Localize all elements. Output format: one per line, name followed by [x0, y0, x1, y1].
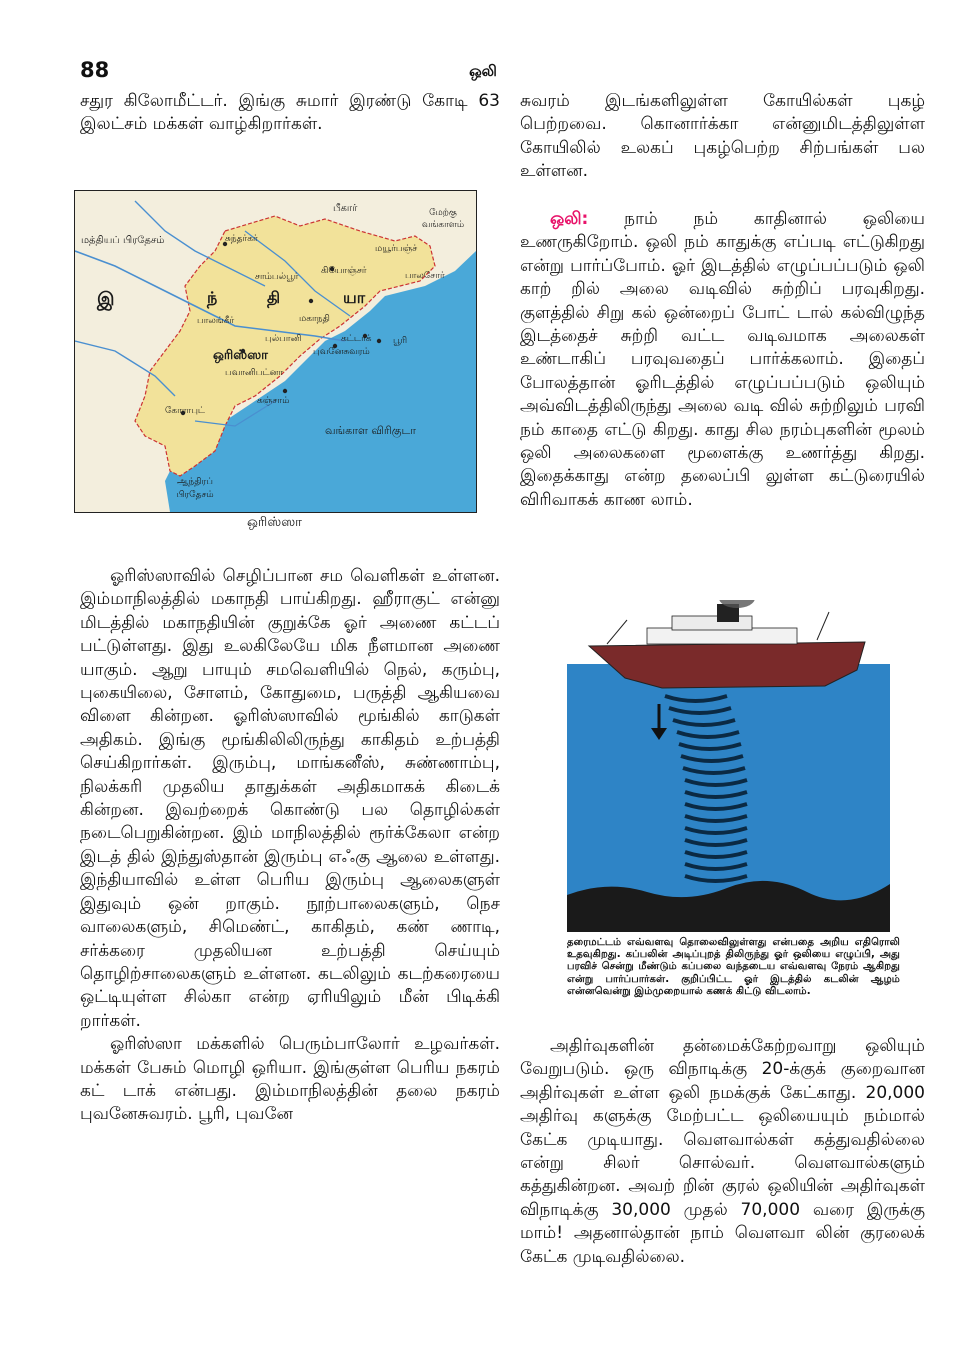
map-label-bay-of-bengal: வங்காள விரிகுடா	[325, 424, 417, 437]
right-closing-paragraph: அதிர்வுகளின் தன்மைக்கேற்றவாறு ஒலியும் வேறுபடும். ஒரு விநாடிக்கு 20-க்குக் குறைவான அதிர்வுகள் உள்ள ஒலி நமக்குக் கேட்காது. 20,000 அதிர்வு களுக்கு மேற்பட்ட ஒலியையும் நம்மால் கேட்க முடியாது. வெளவால்கள் கத்துவதில்லை என்று சிலர் சொல்வர். வெளவால்களும் கத்துகின்றன. அவற் றின் குரல் ஒலியின் அதிர்வுகள் விநாடிக்கு 30,000 முதல் 70,000 வரை இருக்கு மாம்! அதனால்தான் நாம் வெளவா லின் குரலைக் கேட்க முடிவதில்லை.	[520, 1036, 925, 1267]
left-body	[80, 565, 500, 1127]
map-label-mayurbhanj: மயூர்பஞ்ச்	[375, 244, 418, 254]
running-title: ஒலி	[469, 62, 497, 80]
map-label-madhya-pradesh: மத்தியப் பிரதேசம்	[81, 235, 165, 246]
map-caption: ஒரிஸ்ஸா	[247, 515, 302, 530]
map-label-kendujhar: கியோஞ்சர்	[321, 266, 367, 276]
map-label-andhra-2: பிரதேசம்	[176, 490, 214, 500]
ship-caption: தரைமட்டம் எவ்வளவு தொலைவிலுள்ளது என்பதை அறிய எதிரொலி உதவுகிறது. கப்பலின் அடிப்புறத் திலிருந்து ஓர் ஒலியை எழுப்பி, அது பரவிச் சென்று மீண்டும் கப்பலை வந்தடைய எவ்வளவு நேரம் ஆகிறது என்று பார்ப்பார்கள். குறிப்பிட்ட ஓர் இடத்தில் கடலின் ஆழம் என்னவென்று இம்முறையால் கணக் கிட்டு விடலாம்.	[567, 937, 900, 997]
map-label-puri: பூரி	[393, 336, 408, 346]
right-closing	[520, 1035, 925, 1269]
right-section-paragraph	[520, 208, 925, 512]
section-text: நாம் நம் காதினால் ஒலியை உணருகிறோம். ஒலி நம் காதுக்கு எப்படி எட்டுகிறது என்று பார்ப்போம். ஓர் இடத்தில் எழுப்பப்படும் ஒலி காற் றில் அலை வடிவில் சுற்றிப் பரவுகிறது. குளத்தில் சிறு கல் ஒன்றைப் போட் டால் கல்விழுந்த இடத்தைச் சுற்றி வட்ட வடிவமாக அலைகள் உண்டாகிப் பரவுவதைப் பார்க்கலாம். இதைப் போலத்தான் ஓரிடத்தில் எழுப்பப்படும் ஒலியும் அவ்விடத்திலிருந்து அலை வடி வில் சுற்றிலும் பரவி நம் காதை எட்டு கிறது. காது சில நரம்புகளின் மூலம் ஒலி அலைகளை மூளைக்கு உணர்த்து கிறது. இதைக்காது என்ற தலைப்பி லுள்ள கட்டுரையில் விரிவாகக் காண லாம்.	[520, 209, 926, 510]
map-label-ganjam: கஞ்சாம்	[257, 396, 290, 406]
right-section	[520, 208, 925, 512]
map-label-cuttack: கட்டாக்	[341, 334, 372, 344]
map-label-west-bengal-1: மேற்கு	[429, 208, 457, 218]
section-keyword: ஒலி:	[550, 209, 589, 229]
right-intro	[520, 90, 925, 184]
right-intro-paragraph: சுவரம் இடங்களிலுள்ள கோயில்கள் புகழ் பெற்றவை. கொனார்க்கா என்னுமிடத்திலுள்ள கோயிலில் உலகப் புகழ்பெற்ற சிற்பங்கள் பல உள்ளன.	[520, 91, 925, 182]
map-label-bihar: பீகார்	[333, 203, 358, 214]
orissa-map	[74, 190, 477, 513]
map-label-india-1: இ	[97, 289, 115, 310]
map-label-bhubaneswar: புவனேசுவரம்	[313, 347, 370, 357]
map-label-india-4: யா	[343, 288, 366, 307]
map-label-orissa: ஒரிஸ்ஸா	[213, 348, 268, 363]
map-label-bolangir: பாலங்கீர்	[197, 316, 235, 326]
map-graphic	[75, 191, 476, 512]
map-label-bhawanipatna: பவானிபட்னா	[225, 368, 284, 378]
page-number: 88	[80, 58, 110, 82]
map-label-west-bengal-2: வங்காளம்	[421, 220, 465, 230]
ship-sonar-illustration	[567, 600, 890, 932]
map-label-sundargarh: சுந்தர்கர்	[225, 234, 258, 244]
map-label-balasore: பாலசோர்	[405, 271, 445, 281]
map-label-mahanadi: மகாநதி	[299, 314, 330, 324]
ship-graphic	[567, 600, 890, 932]
left-intro-paragraph: சதுர கிலோமீட்டர். இங்கு சுமார் இரண்டு கோடி 63 இலட்சம் மக்கள் வாழ்கிறார்கள்.	[80, 91, 500, 135]
map-label-koraput: கோராபுட்	[165, 406, 206, 416]
map-label-sambalpur: சாம்பல்பூர்	[255, 272, 299, 282]
left-paragraph-1: ஓரிஸ்ஸாவில் செழிப்பான சம வெளிகள் உள்ளன. இம்மாநிலத்தில் மகாநதி பாய்கிறது. ஹீராகுட் என்னு மிடத்தில் மகாநதியின் குறுக்கே ஓர் அணை கட்டப் பட்டுள்ளது. இது உலகிலேயே மிக நீளமான அணை யாகும். ஆறு பாயும் சமவெளியில் நெல், கரும்பு, புகையிலை, சோளம், கோதுமை, பருத்தி ஆகியவை விளை கின்றன. ஓரிஸ்ஸாவில் மூங்கில் காடுகள் அதிகம். இங்கு மூங்கிலிலிருந்து காகிதம் உற்பத்தி செய்கிறார்கள். இரும்பு, மாங்கனீஸ், சுண்ணாம்பு, நிலக்கரி முதலிய தாதுக்கள் அதிகமாகக் கிடைக் கின்றன. இவற்றைக் கொண்டு பல தொழில்கள் நடைபெறுகின்றன. இம் மாநிலத்தில் ரூர்க்கேலா என்ற இடத் தில் இந்துஸ்தான் இரும்பு எஃகு ஆலை உள்ளது. இந்தியாவில் உள்ள பெரிய இரும்பு ஆலைகளுள் இதுவும் ஒன் றாகும். நூற்பாலைகளும், நெச வாலைகளும், சிமெண்ட், காகிதம், கண் ணாடி, சர்க்கரை முதலியன உற்பத்தி செய்யும் தொழிற்சாலைகளும் உள்ளன. கடலிலும் கடற்கரையை ஒட்டியுள்ள சில்கா என்ற ஏரியிலும் மீன் பிடிக்கி றார்கள்.	[80, 566, 500, 1031]
left-intro	[80, 90, 500, 137]
left-paragraph-2: ஓரிஸ்ஸா மக்களில் பெரும்பாலோர் உழவர்கள். மக்கள் பேசும் மொழி ஒரியா. இங்குள்ள பெரிய நகரம் கட் டாக் என்பது. இம்மாநிலத்தின் தலை நகரம் புவனேசுவரம். பூரி, புவனே	[80, 1034, 500, 1125]
map-label-india-2: ந்	[207, 288, 218, 307]
map-label-phulbani: புல்பானி	[265, 334, 302, 344]
map-label-andhra-1: ஆந்திரப்	[177, 477, 213, 487]
map-label-india-3: தி	[267, 288, 281, 307]
